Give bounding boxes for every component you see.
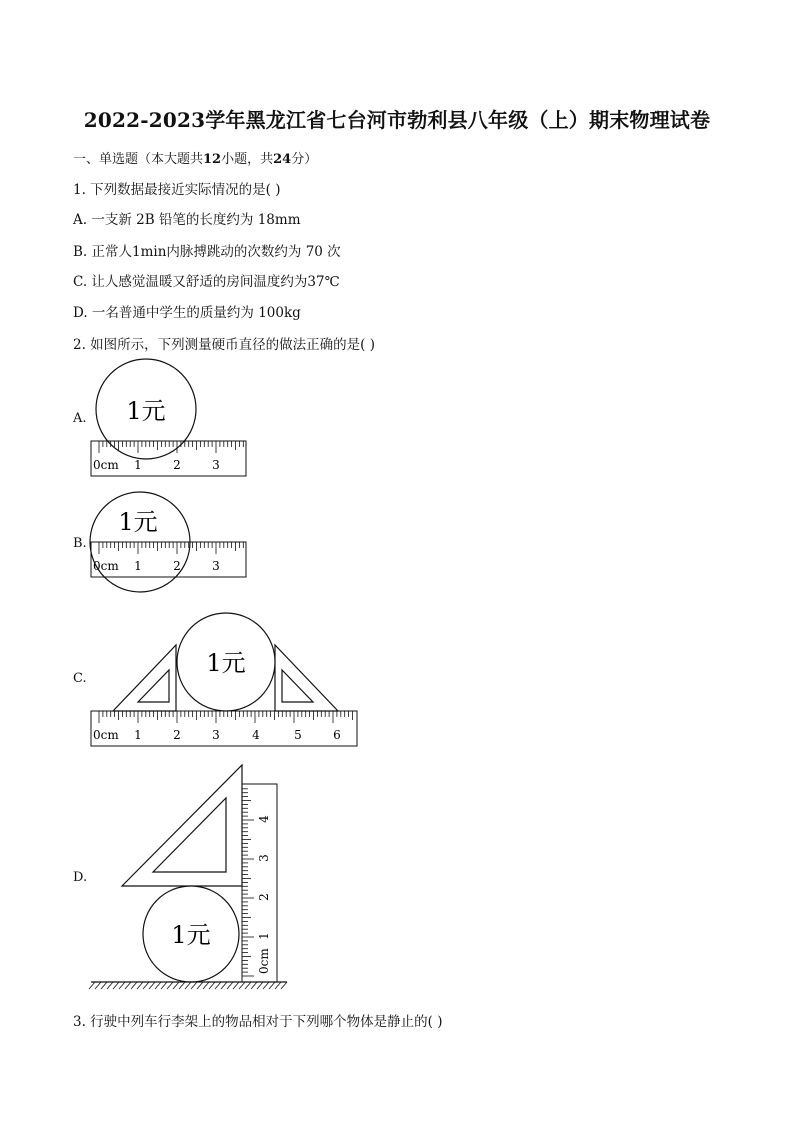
section-count1: 12 bbox=[203, 152, 222, 167]
figure-a bbox=[85, 355, 255, 485]
coin-label: 1元 bbox=[118, 508, 158, 536]
ruler-tick-label: 1 bbox=[134, 559, 142, 573]
ruler-tick-label: 2 bbox=[173, 458, 181, 472]
q1-option-a: A. 一支新 2B 铅笔的长度约为 18mm bbox=[73, 212, 301, 228]
q2-stem: 2. 如图所示，下列测量硬币直径的做法正确的是( ) bbox=[73, 337, 375, 353]
q2-label-d: D. bbox=[73, 870, 88, 885]
page-title: 2022-2023学年黑龙江省七台河市勃利县八年级（上）期末物理试卷 bbox=[83, 108, 711, 132]
ruler-tick-label: 3 bbox=[257, 854, 271, 862]
ruler-tick-label: 6 bbox=[333, 728, 341, 742]
ruler bbox=[91, 711, 357, 746]
q1-stem: 1. 下列数据最接近实际情况的是( ) bbox=[73, 182, 281, 198]
figure-d bbox=[85, 760, 305, 995]
section-prefix: 一、单选题（本大题共 bbox=[73, 152, 204, 167]
ruler-tick-label: 4 bbox=[257, 815, 271, 823]
figure-b bbox=[85, 490, 255, 600]
coin-label: 1元 bbox=[206, 649, 246, 677]
section-mid: 小题，共 bbox=[221, 152, 274, 167]
section-count2: 24 bbox=[273, 152, 292, 167]
figure-c bbox=[85, 607, 365, 752]
q1-option-d: D. 一名普通中学生的质量约为 100kg bbox=[73, 305, 301, 321]
ruler-tick-label: 1 bbox=[134, 458, 142, 472]
ruler-tick-label: 3 bbox=[212, 728, 220, 742]
section-heading bbox=[73, 148, 317, 167]
ground-hatching bbox=[89, 982, 287, 989]
ruler-tick-label: 1 bbox=[257, 932, 271, 940]
ruler-unit: 0cm bbox=[257, 948, 271, 974]
triangle-ruler-left bbox=[113, 645, 176, 711]
ruler-unit: 0cm bbox=[93, 458, 119, 472]
ruler-tick-label: 3 bbox=[212, 559, 220, 573]
q3-stem: 3. 行驶中列车行李架上的物品相对于下列哪个物体是静止的( ) bbox=[73, 1014, 443, 1030]
q2-label-b: B. bbox=[73, 536, 87, 551]
ruler-tick-label: 2 bbox=[257, 893, 271, 901]
ruler-tick-label: 5 bbox=[294, 728, 302, 742]
ruler-unit: 0cm bbox=[93, 559, 119, 573]
section-suffix: 分） bbox=[291, 152, 318, 167]
coin-label: 1元 bbox=[171, 921, 211, 949]
ruler-tick-label: 2 bbox=[173, 559, 181, 573]
ruler-unit: 0cm bbox=[93, 728, 119, 742]
q2-label-a: A. bbox=[73, 411, 87, 426]
ruler-tick-label: 3 bbox=[212, 458, 220, 472]
triangle-ruler bbox=[122, 765, 242, 886]
ruler-tick-label: 1 bbox=[134, 728, 142, 742]
ruler-tick-label: 4 bbox=[252, 728, 260, 742]
triangle-ruler-right bbox=[275, 645, 338, 711]
q2-label-c: C. bbox=[73, 671, 87, 686]
q1-option-c: C. 让人感觉温暖又舒适的房间温度约为37℃ bbox=[73, 274, 340, 290]
ruler-tick-label: 2 bbox=[173, 728, 181, 742]
coin-label: 1元 bbox=[126, 397, 166, 425]
q1-option-b: B. 正常人1min内脉搏跳动的次数约为 70 次 bbox=[73, 244, 341, 260]
